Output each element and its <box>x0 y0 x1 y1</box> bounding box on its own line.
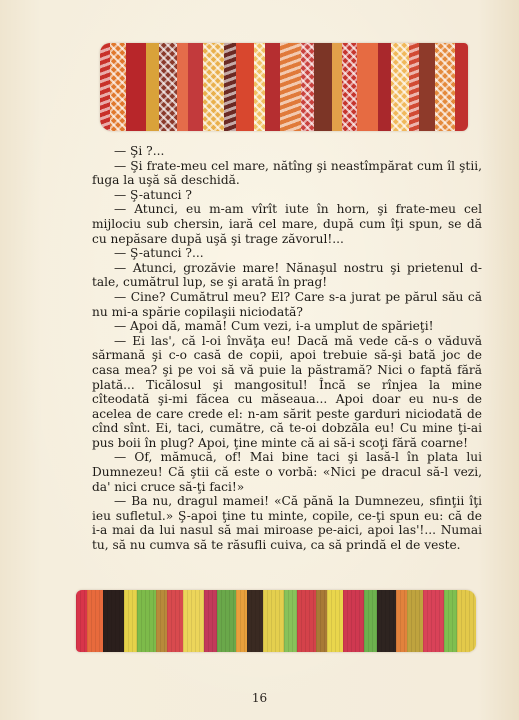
band-stripe <box>284 590 297 652</box>
paragraph: — Şi ?... <box>114 144 165 158</box>
band-stripe <box>435 43 456 131</box>
band-stripe <box>297 590 316 652</box>
band-stripe <box>137 590 156 652</box>
band-stripe <box>419 43 434 131</box>
band-stripe <box>301 43 314 131</box>
story-text <box>92 144 482 553</box>
band-stripe <box>204 590 217 652</box>
band-stripe <box>280 43 301 131</box>
band-stripe <box>177 43 187 131</box>
band-stripe <box>391 43 409 131</box>
band-stripe <box>409 43 419 131</box>
band-stripe <box>342 43 357 131</box>
band-stripe <box>314 43 332 131</box>
band-stripe <box>457 590 476 652</box>
paragraph: — Apoi dă, mamă! Cum vezi, i-a umplut de spărieţi! <box>114 319 434 334</box>
band-stripe <box>224 43 237 131</box>
band-stripe <box>87 590 103 652</box>
band-stripe <box>396 590 407 652</box>
band-stripe <box>236 590 247 652</box>
band-stripe <box>378 43 391 131</box>
band-stripe <box>332 43 342 131</box>
band-stripe <box>124 590 137 652</box>
decorative-woven-band-top <box>100 43 468 131</box>
paragraph: — Şi frate-meu cel mare, nătîng şi neastîmpărat cum îl ştii, fuga la uşă să deschidă. <box>92 158 482 188</box>
paragraph: — Ş-atunci ?... <box>114 246 204 261</box>
band-stripe <box>247 590 263 652</box>
band-stripe <box>254 43 264 131</box>
band-stripe <box>263 590 284 652</box>
band-stripe <box>183 590 204 652</box>
band-stripe <box>236 43 254 131</box>
paragraph: — Atunci, eu m-am vîrît iute în horn, şi frate-meu cel mijlociu sub chersin, iară cel mare, după cum îţi spun, se dă cu nepăsare după uşă şi trage zăvorul!... <box>92 202 482 246</box>
band-stripe <box>103 590 124 652</box>
paragraph: — Ş-atunci ? <box>114 187 192 202</box>
page-number: 16 <box>251 691 268 705</box>
band-stripe <box>455 43 468 131</box>
paragraph: — Of, mămucă, of! Mai bine taci şi lasă-l în plata lui Dumnezeu! Că ştii că este o vorbă: «Nici pe dracul să-l vezi, da' nici cruce să-ţi faci!» <box>92 450 482 494</box>
paragraph: — Ba nu, dragul mamei! «Că pănă la Dumnezeu, sfinţii îţi ieu sufletul.» Ş-apoi ţine tu minte, copile, ce-ţi spun eu: că de i-a mai da lui nasul să mai miroase pe-aici, apoi las'!... Numai tu, să nu cumva să te răsufli cuiva, ca să prindă el de veste. <box>92 494 482 553</box>
paragraph: — Cine? Cumătrul meu? El? Care s-a jurat pe părul său că nu mi-a spărie copilaşii niciodată? <box>92 289 482 319</box>
band-stripe <box>146 43 159 131</box>
band-stripe <box>76 590 87 652</box>
band-stripe <box>110 43 125 131</box>
band-stripe <box>156 590 167 652</box>
decorative-woven-band-bottom <box>76 590 476 652</box>
band-stripe <box>316 590 327 652</box>
band-stripe <box>265 43 280 131</box>
band-stripe <box>377 590 396 652</box>
band-stripe <box>444 590 457 652</box>
band-stripe <box>217 590 236 652</box>
band-stripe <box>167 590 183 652</box>
band-stripe <box>188 43 203 131</box>
band-stripe <box>203 43 224 131</box>
band-stripe <box>364 590 377 652</box>
band-stripe <box>100 43 110 131</box>
band-stripe <box>126 43 147 131</box>
band-stripe <box>407 590 423 652</box>
band-stripe <box>343 590 364 652</box>
band-stripe <box>159 43 177 131</box>
band-stripe <box>423 590 444 652</box>
paragraph: — Atunci, grozăvie mare! Nănaşul nostru şi prietenul d-tale, cumătrul lup, se şi arată în prag! <box>92 260 482 290</box>
band-stripe <box>357 43 378 131</box>
band-stripe <box>327 590 343 652</box>
paragraph: — Ei las', că l-oi învăţa eu! Dacă mă vede că-s o văduvă sărmană şi c-o casă de copii, apoi trebuie să-şi bată joc de casa mea? şi pe voi să vă puie la păstramă? Nici o faptă fără plată... Ticălosul şi mangositul! Încă se rînjea la mine cîteodată şi-mi făcea cu măseaua... Apoi doar eu nu-s de acelea de care crede el: n-am sărit peste garduri niciodată de cînd sînt. Ei, taci, cumătre, că te-oi dobzăla eu! Cu mine ţi-ai pus boii în plug? Apoi, ţine minte că ai să-i scoţi fără coarne! <box>92 333 482 450</box>
